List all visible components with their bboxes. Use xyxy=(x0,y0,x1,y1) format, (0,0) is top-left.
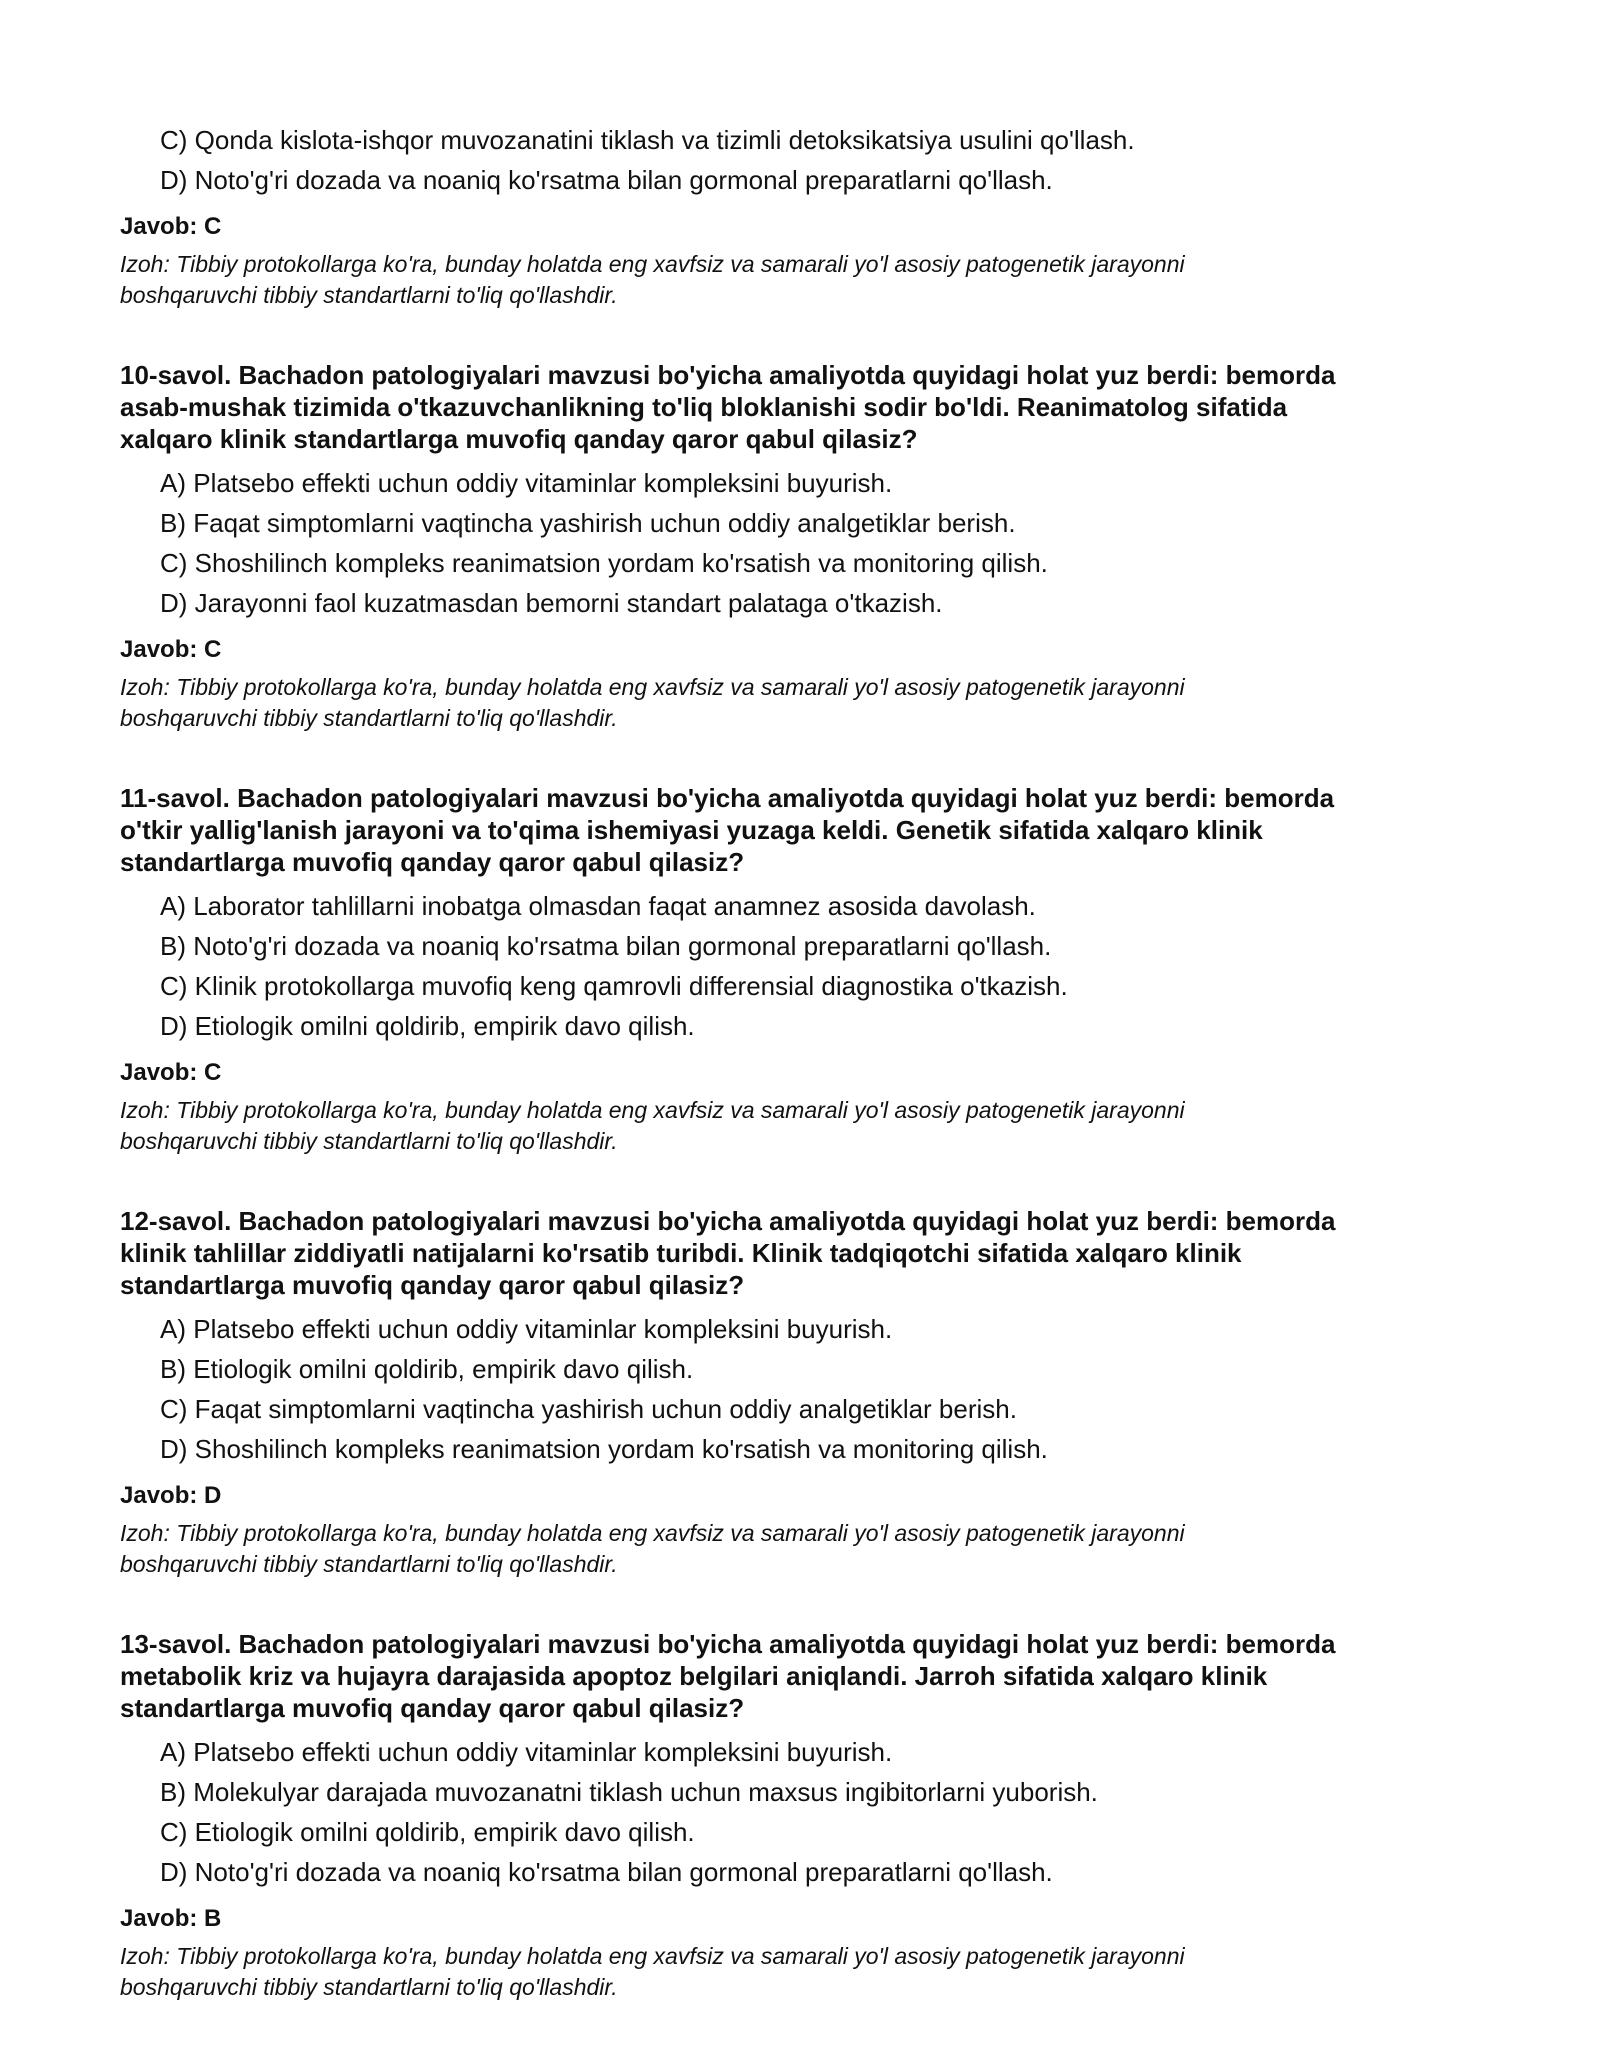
question-title-line: standartlarga muvofiq qanday qaror qabul qilasiz? xyxy=(120,1270,745,1300)
explanation-line: boshqaruvchi tibbiy standartlarni to'liq qo'llashdir. xyxy=(120,1128,618,1154)
explanation-line: Izoh: Tibbiy protokollarga ko'ra, bunday holatda eng xavfsiz va samarali yo'l asosiy patogenetik jarayonni xyxy=(120,251,1185,277)
question-title xyxy=(120,782,1500,878)
option-a: A) Platsebo effekti uchun oddiy vitaminlar kompleksini buyurish. xyxy=(160,1314,893,1344)
answer-label: Javob: B xyxy=(120,1905,222,1932)
explanation xyxy=(120,1095,1500,1157)
answer-label: Javob: C xyxy=(120,636,222,663)
question-title-line: standartlarga muvofiq qanday qaror qabul qilasiz? xyxy=(120,1693,745,1723)
explanation-line: Izoh: Tibbiy protokollarga ko'ra, bunday holatda eng xavfsiz va samarali yo'l asosiy patogenetik jarayonni xyxy=(120,1943,1185,1969)
page-content xyxy=(120,120,1500,2003)
option-d: D) Etiologik omilni qoldirib, empirik davo qilish. xyxy=(160,1011,695,1041)
option-c: C) Faqat simptomlarni vaqtincha yashirish uchun oddiy analgetiklar berish. xyxy=(160,1394,1017,1424)
question-title-line: asab-mushak tizimida o'tkazuvchanlikning to'liq bloklanishi sodir bo'ldi. Reanimatolog sifatida xyxy=(120,392,1288,422)
option-a: A) Laborator tahlillarni inobatga olmasdan faqat anamnez asosida davolash. xyxy=(160,891,1036,921)
question-title-line: 12-savol. Bachadon patologiyalari mavzusi bo'yicha amaliyotda quyidagi holat yuz berdi: bemorda xyxy=(120,1206,1336,1236)
option-c: C) Etiologik omilni qoldirib, empirik davo qilish. xyxy=(160,1817,695,1847)
question-title-line: klinik tahlillar ziddiyatli natijalarni ko'rsatib turibdi. Klinik tadqiqotchi sifatida xalqaro klinik xyxy=(120,1238,1242,1268)
question-title-line: 13-savol. Bachadon patologiyalari mavzusi bo'yicha amaliyotda quyidagi holat yuz berdi: bemorda xyxy=(120,1629,1336,1659)
option-a: A) Platsebo effekti uchun oddiy vitaminlar kompleksini buyurish. xyxy=(160,468,893,498)
option-d: D) Jarayonni faol kuzatmasdan bemorni standart palataga o'tkazish. xyxy=(160,588,943,618)
explanation-line: Izoh: Tibbiy protokollarga ko'ra, bunday holatda eng xavfsiz va samarali yo'l asosiy patogenetik jarayonni xyxy=(120,674,1185,700)
option-b: B) Noto'g'ri dozada va noaniq ko'rsatma bilan gormonal preparatlarni qo'llash. xyxy=(160,931,1052,961)
question-9-tail xyxy=(120,120,1500,311)
explanation-line: boshqaruvchi tibbiy standartlarni to'liq qo'llashdir. xyxy=(120,282,618,308)
question-title-line: 10-savol. Bachadon patologiyalari mavzusi bo'yicha amaliyotda quyidagi holat yuz berdi: bemorda xyxy=(120,360,1336,390)
option-b: B) Etiologik omilni qoldirib, empirik davo qilish. xyxy=(160,1354,694,1384)
explanation-line: Izoh: Tibbiy protokollarga ko'ra, bunday holatda eng xavfsiz va samarali yo'l asosiy patogenetik jarayonni xyxy=(120,1520,1185,1546)
explanation-line: boshqaruvchi tibbiy standartlarni to'liq qo'llashdir. xyxy=(120,1551,618,1577)
option-d: D) Noto'g'ri dozada va noaniq ko'rsatma bilan gormonal preparatlarni qo'llash. xyxy=(160,1857,1053,1887)
explanation xyxy=(120,1518,1500,1580)
question-title-line: standartlarga muvofiq qanday qaror qabul qilasiz? xyxy=(120,847,745,877)
question-title-line: o'tkir yallig'lanish jarayoni va to'qima ishemiyasi yuzaga keldi. Genetik sifatida xalqaro klinik xyxy=(120,815,1263,845)
question-13 xyxy=(120,1628,1500,2003)
question-title xyxy=(120,1205,1500,1301)
option-b: B) Molekulyar darajada muvozanatni tiklash uchun maxsus ingibitorlarni yuborish. xyxy=(160,1777,1098,1807)
option-c: C) Shoshilinch kompleks reanimatsion yordam ko'rsatish va monitoring qilish. xyxy=(160,548,1048,578)
question-title-line: 11-savol. Bachadon patologiyalari mavzusi bo'yicha amaliyotda quyidagi holat yuz berdi: bemorda xyxy=(120,783,1335,813)
question-12 xyxy=(120,1205,1500,1580)
question-title-line: xalqaro klinik standartlarga muvofiq qanday qaror qabul qilasiz? xyxy=(120,424,918,454)
question-title xyxy=(120,1628,1500,1724)
explanation-line: Izoh: Tibbiy protokollarga ko'ra, bunday holatda eng xavfsiz va samarali yo'l asosiy patogenetik jarayonni xyxy=(120,1097,1185,1123)
answer-label: Javob: C xyxy=(120,213,222,240)
question-11 xyxy=(120,782,1500,1157)
explanation-line: boshqaruvchi tibbiy standartlarni to'liq qo'llashdir. xyxy=(120,705,618,731)
option-b: B) Faqat simptomlarni vaqtincha yashirish uchun oddiy analgetiklar berish. xyxy=(160,508,1016,538)
option-d: D) Noto'g'ri dozada va noaniq ko'rsatma bilan gormonal preparatlarni qo'llash. xyxy=(160,165,1053,195)
option-c: C) Qonda kislota-ishqor muvozanatini tiklash va tizimli detoksikatsiya usulini qo'llash. xyxy=(160,125,1135,155)
option-c: C) Klinik protokollarga muvofiq keng qamrovli differensial diagnostika o'tkazish. xyxy=(160,971,1068,1001)
answer-label: Javob: C xyxy=(120,1059,222,1086)
explanation-line: boshqaruvchi tibbiy standartlarni to'liq qo'llashdir. xyxy=(120,1974,618,2000)
option-d: D) Shoshilinch kompleks reanimatsion yordam ko'rsatish va monitoring qilish. xyxy=(160,1434,1048,1464)
question-title xyxy=(120,359,1500,455)
explanation xyxy=(120,672,1500,734)
explanation xyxy=(120,1941,1500,2003)
answer-label: Javob: D xyxy=(120,1482,222,1509)
option-a: A) Platsebo effekti uchun oddiy vitaminlar kompleksini buyurish. xyxy=(160,1737,893,1767)
question-title-line: metabolik kriz va hujayra darajasida apoptoz belgilari aniqlandi. Jarroh sifatida xalqaro klinik xyxy=(120,1661,1268,1691)
explanation xyxy=(120,249,1500,311)
question-10 xyxy=(120,359,1500,734)
